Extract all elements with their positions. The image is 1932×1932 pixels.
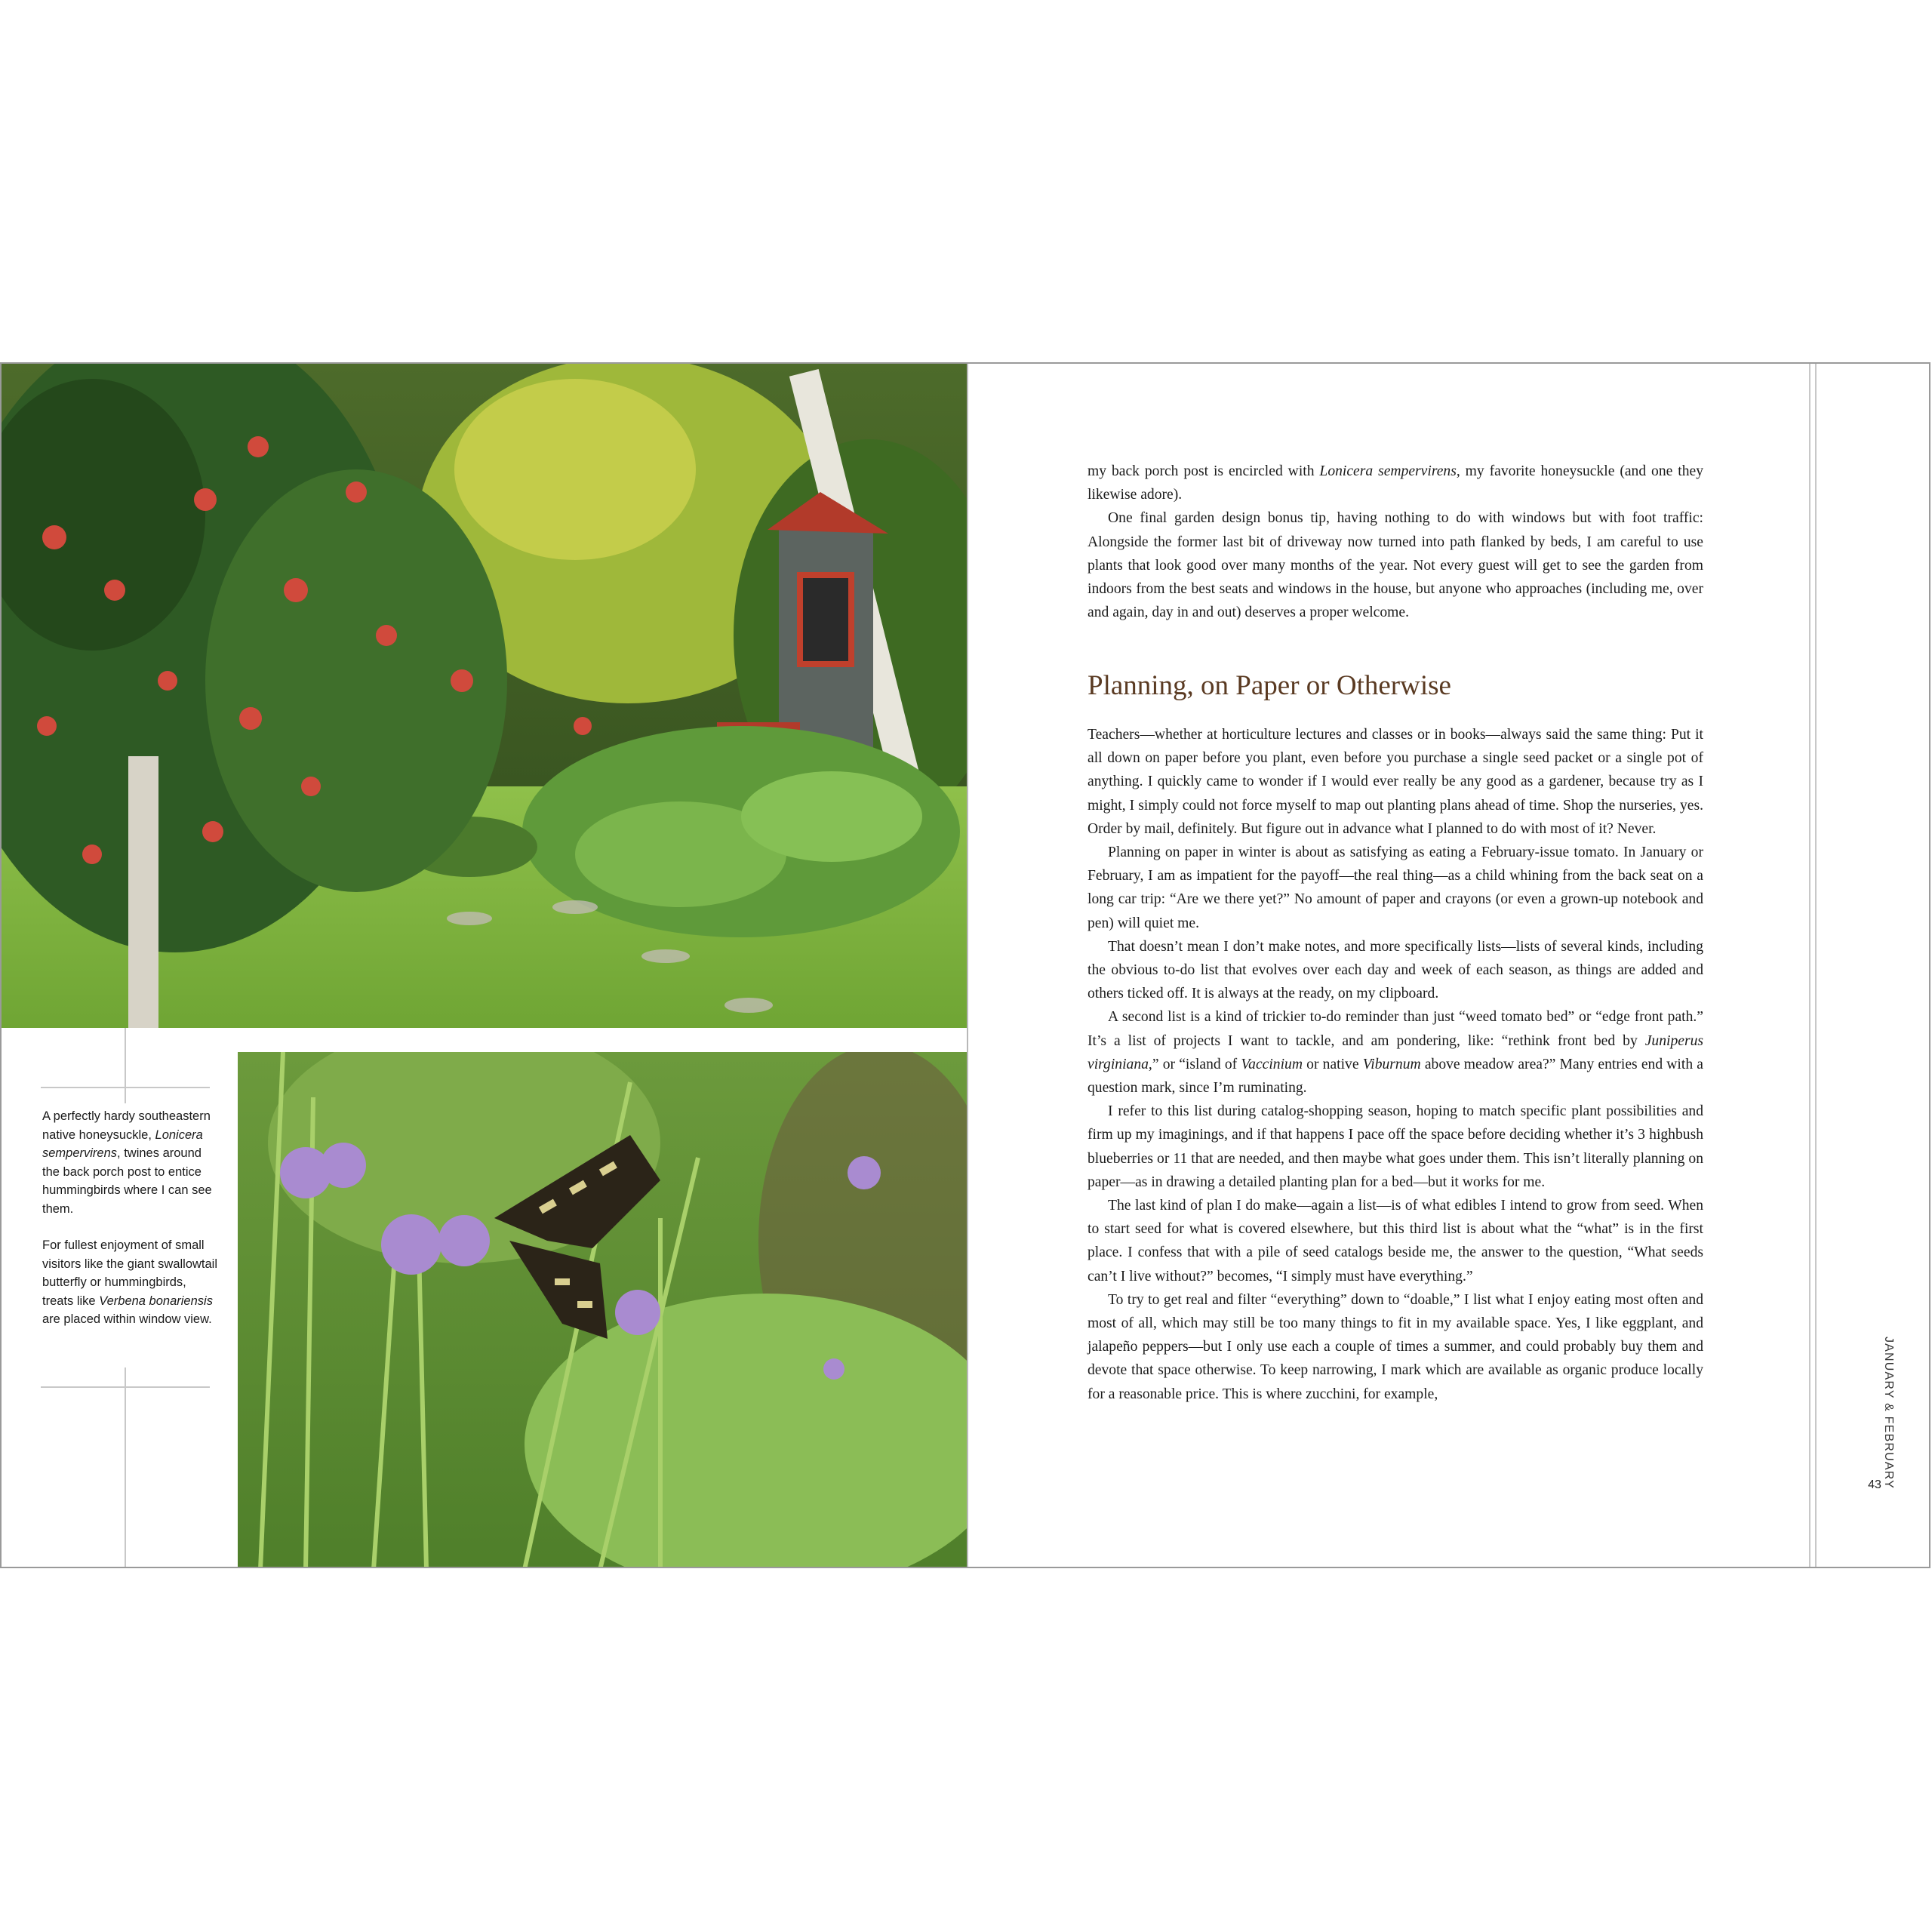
- running-head-label: JANUARY & FEBRUARY: [1882, 1336, 1896, 1490]
- caption-rule-top: [125, 1028, 126, 1103]
- book-spread: [0, 362, 1930, 1568]
- margin-rule-2: [1815, 364, 1817, 1568]
- section-heading: Planning, on Paper or Otherwise: [1088, 670, 1451, 701]
- caption-paragraph-2: For fullest enjoyment of small visitors like the giant swallowtail butterfly or hummingbirds, treats like Verbena bonariensis are placed within window view.: [42, 1238, 218, 1326]
- body-paragraph: Teachers—whether at horticulture lectures and classes or in books—always said the same thing: Put it all down on paper before you plant, even before you purchase a single seed packet or a single pot of anything. I quickly came to wonder if I would ever really be any good as a gardener, because try as I might, I simply could not force myself to map out planting plans ahead of time. Shop the nurseries, yes. Order by mail, definitely. But figure out in advance what I planned to do with most of it? Never.: [1088, 727, 1703, 837]
- body-paragraph: The last kind of plan I do make—again a list—is of what edibles I intend to grow from seed. When to start seed for what is covered elsewhere, but this third list is about what the “what” is in the first place. I confess that with a pile of seed catalogs beside me, the answer to the question, “What seeds can’t I live without?” becomes, “I simply must have everything.”: [1088, 1198, 1703, 1284]
- caption-rule-h-top: [41, 1087, 210, 1088]
- body-text-main: [1088, 723, 1703, 1406]
- running-head: [1873, 1300, 1903, 1526]
- honeysuckle-garden-photo: [2, 364, 967, 1028]
- body-paragraph: my back porch post is encircled with Lonicera sempervirens, my favorite honeysuckle (and one they likewise adore).: [1088, 463, 1703, 503]
- body-paragraph: To try to get real and filter “everything” down to “doable,” I list what I enjoy eating most often and most of all, which may still be too many things to fit in my available space. Yes, I like eggplant, and jalapeño peppers—but I only use each a couple of times a summer, and could probably buy them and devote that space otherwise. To keep narrowing, I mark which are available as organic produce locally for a reasonable price. This is where zucchini, for example,: [1088, 1291, 1703, 1402]
- caption-rule-bottom: [125, 1367, 126, 1568]
- photo-caption: [42, 1107, 217, 1347]
- body-paragraph: Planning on paper in winter is about as satisfying as eating a February-issue tomato. In January or February, I am as impatient for the payoff—the real thing—as a child whining from the back seat on a long car trip: “Are we there yet?” No amount of paper and crayons (or even a grown-up notebook and pen) will quiet me.: [1088, 844, 1703, 931]
- page-number: 43: [1868, 1478, 1881, 1491]
- swallowtail-verbena-photo: [238, 1052, 967, 1568]
- page-gutter: [967, 364, 968, 1567]
- margin-rule-1: [1809, 364, 1810, 1568]
- body-paragraph: That doesn’t mean I don’t make notes, and more specifically lists—lists of several kinds, including the obvious to-do list that evolves over each day and week of each season, as things are added and others ticked off. It is always at the ready, on my clipboard.: [1088, 938, 1703, 1002]
- body-paragraph: I refer to this list during catalog-shopping season, hoping to match specific plant possibilities and firm up my imaginings, and if that happens I pace off the space before deciding whether it’s 3 highbush blueberries or 11 that are needed, and then maybe what goes under them. This isn’t literally planning on paper—as in drawing a detailed planting plan for a bed—but it works for me.: [1088, 1103, 1703, 1190]
- caption-rule-h-bottom: [41, 1386, 210, 1388]
- body-text-top: [1088, 460, 1703, 624]
- caption-paragraph-1: A perfectly hardy southeastern native honeysuckle, Lonicera sempervirens, twines around the back porch post to entice hummingbirds where I can see them.: [42, 1109, 212, 1216]
- body-paragraph: One final garden design bonus tip, having nothing to do with windows but with foot traffic: Alongside the former last bit of driveway now turned into path flanked by beds, I am careful to use plants that look good over many months of the year. Not every guest will get to see the garden from indoors from the best seats and windows in the house, but anyone who approaches (including me, over and again, day in and out) deserves a proper welcome.: [1088, 510, 1703, 621]
- body-paragraph: A second list is a kind of trickier to-do reminder than just “weed tomato bed” or “edge front path.” It’s a list of projects I want to tackle, and am pondering, like: “rethink front bed by Juniperus virginiana,” or “island of Vaccinium or native Viburnum above meadow area?” Many entries end with a question mark, since I’m ruminating.: [1088, 1009, 1703, 1097]
